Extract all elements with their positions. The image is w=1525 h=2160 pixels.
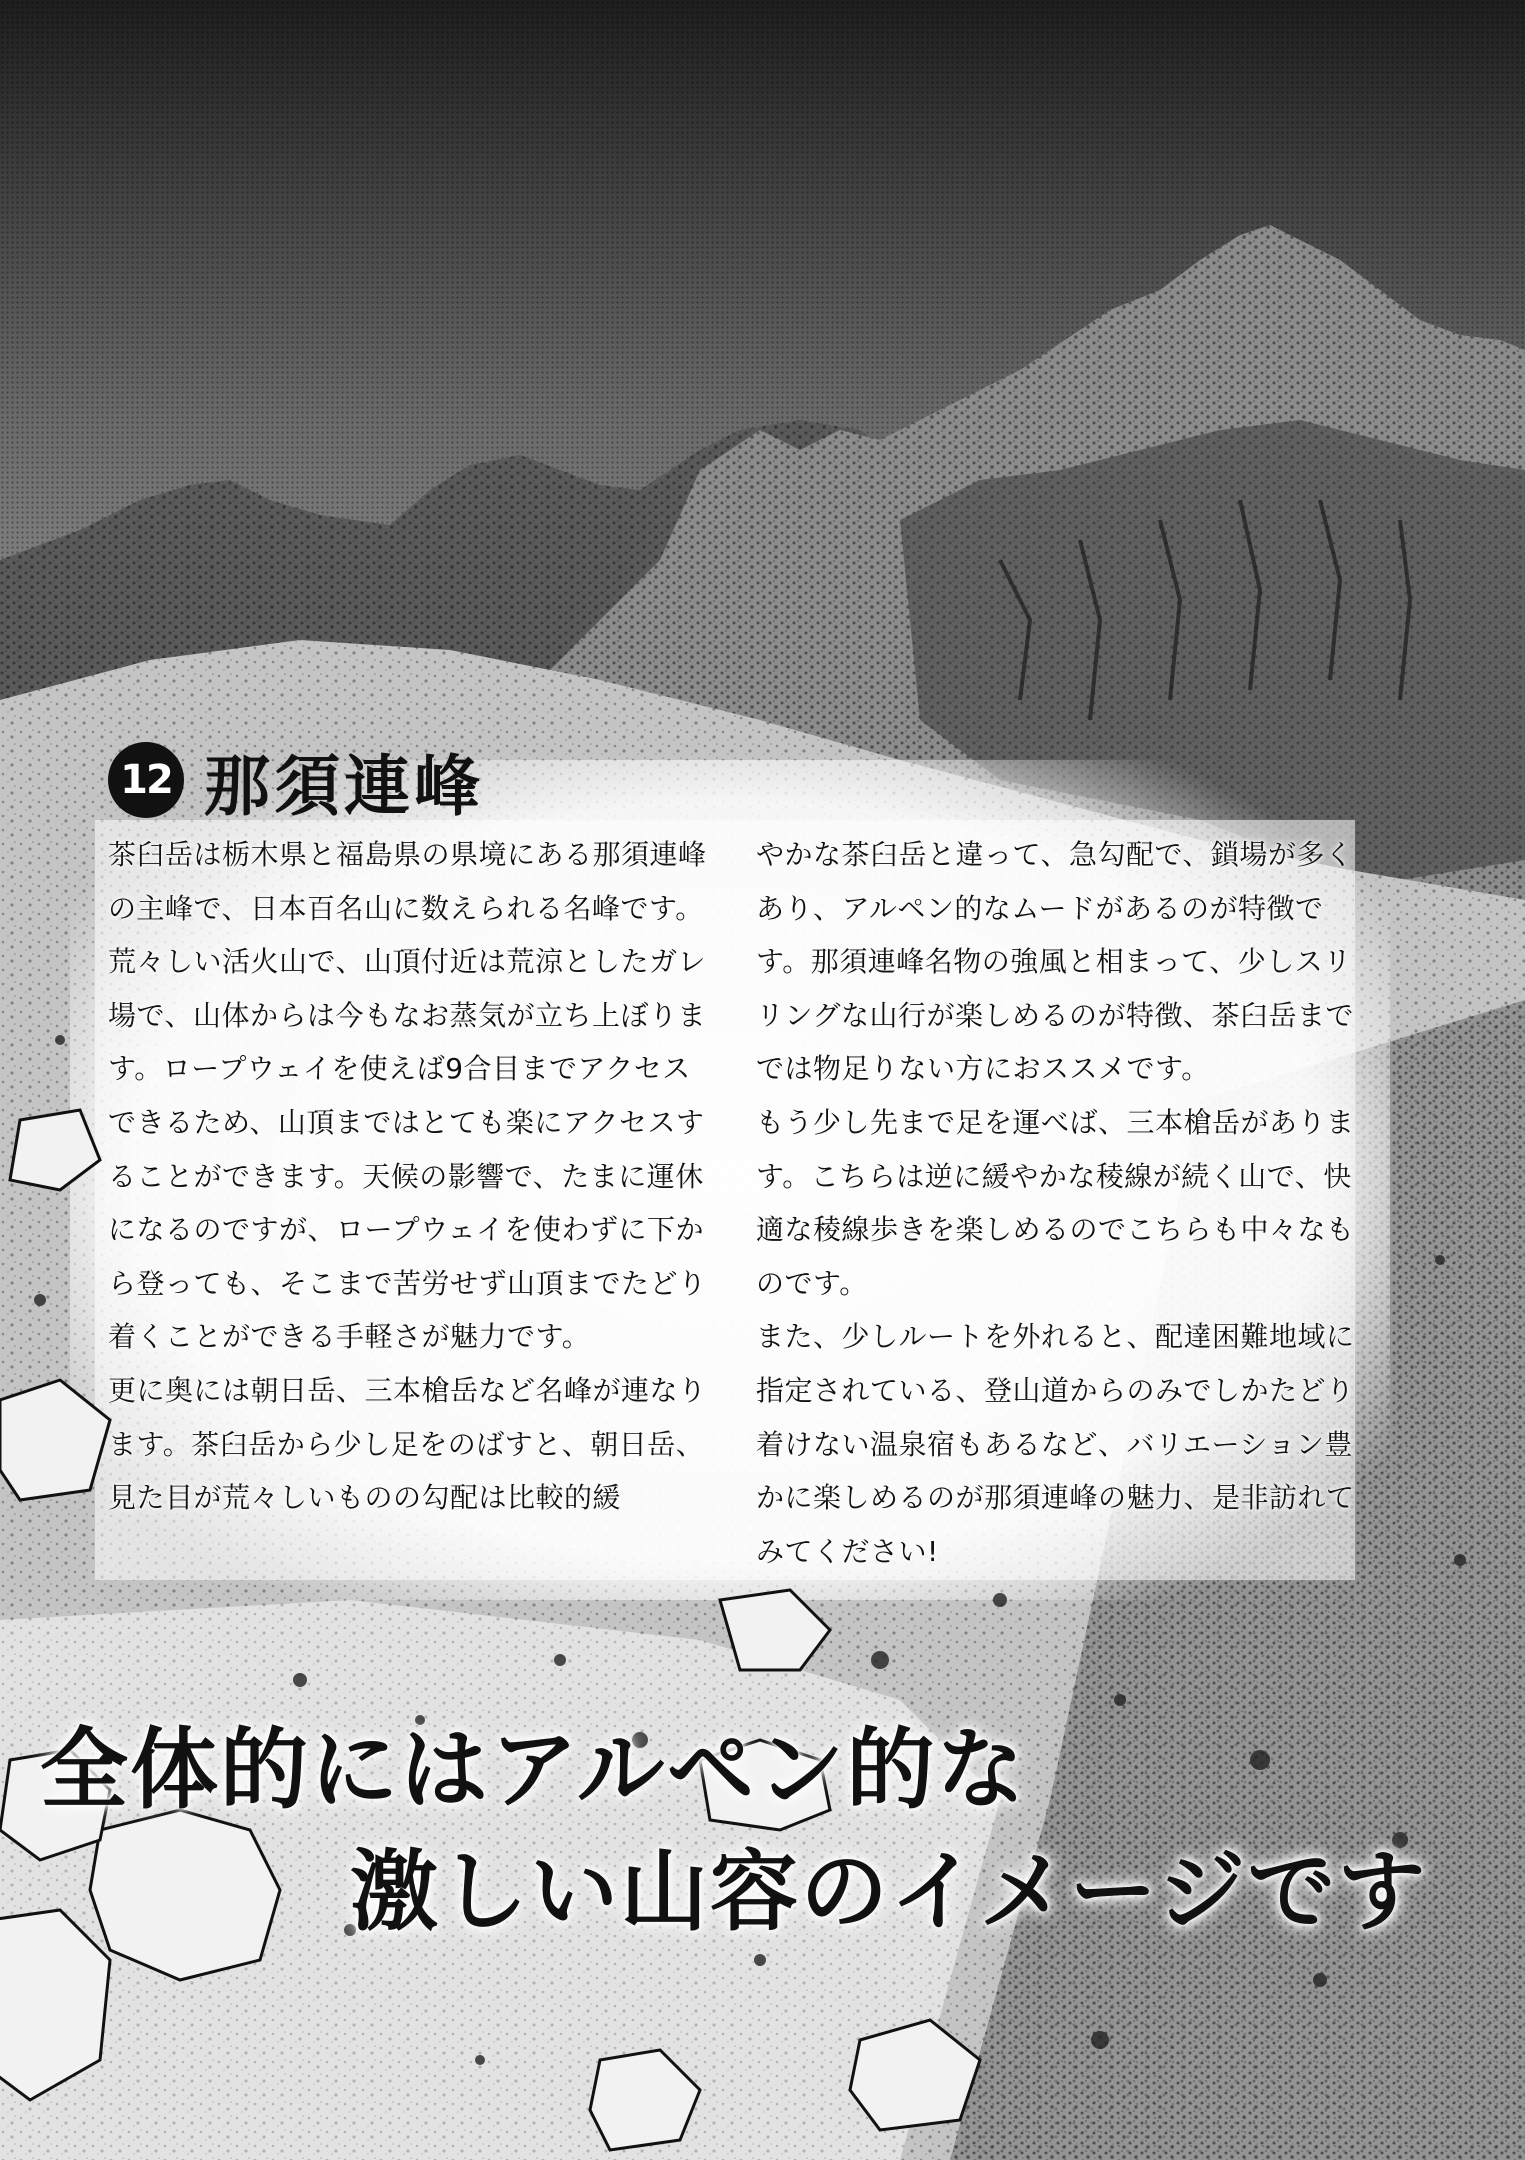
article-column-right bbox=[756, 828, 1366, 1578]
section-heading bbox=[108, 730, 484, 830]
article-paragraph: やかな茶臼岳と違って、急勾配で、鎖場が多くあり、アルペン的なムードがあるのが特徴です。那須連峰名物の強風と相まって、少しスリリングな山行が楽しめるのが特徴、茶臼岳までで​は物足りない方におススメです。 bbox=[756, 838, 1354, 1086]
article-paragraph: また、少しルートを外れると、配達困難地域に指定されている、登山道からのみでしかたどり着けない温泉宿もあるなど、バリエーション豊かに楽しめるのが那須連峰の魅力、是非訪れてみてください! bbox=[756, 1320, 1355, 1568]
section-title: 那須連峰 bbox=[204, 747, 484, 825]
article-column-left bbox=[108, 828, 718, 1525]
caption-line-2: 激しい山容のイメージです bbox=[350, 1840, 1428, 1943]
article-paragraph: 茶臼岳は栃木県と福島県の県境にある那須連峰の主峰で、日本百名山に数えられる名峰です。荒々しい活火山で、山頂付近は荒涼としたガレ場で、山体からは今もなお蒸気が立ち上ぼります。ロープウェイを使えば9合目までアクセスできるため、山頂まではとても楽にアクセスすることができます。天候の影響で、たまに運休になるのですが、ロープウェイを使わずに下から登っても、そこまで苦労せず山頂までたどり着くことができる手軽さが魅力です。 bbox=[108, 838, 707, 1354]
caption-line-1: 全体的にはアルペン的な bbox=[40, 1718, 1027, 1821]
section-number-badge: 12 bbox=[108, 742, 184, 818]
article-paragraph: 更に奥には朝日岳、三本槍岳など名峰が連なります。茶臼岳から少し足をのばすと、朝日岳、見た目が荒々しいものの勾配は比較的緩 bbox=[108, 1373, 707, 1515]
article-paragraph: もう少し先まで足を運べば、三本槍岳があります。こちらは逆に緩やかな稜線が続く山で、快適な稜線歩きを楽しめるのでこちらも中々なものです。 bbox=[756, 1105, 1355, 1300]
